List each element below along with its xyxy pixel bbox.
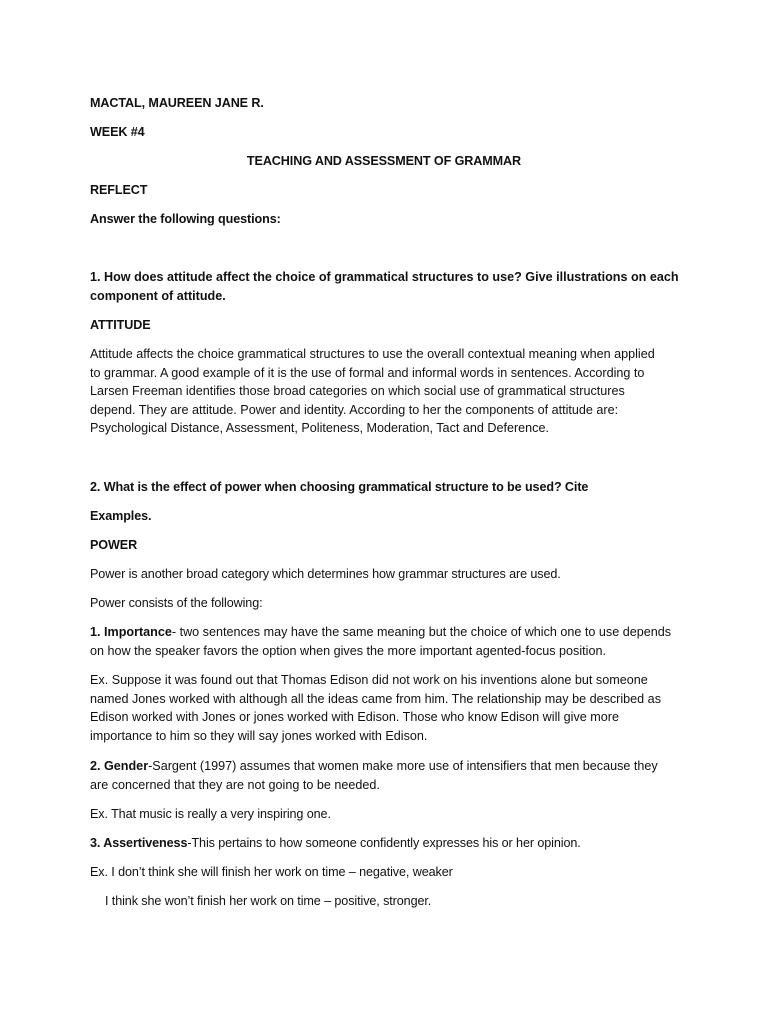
power-heading: POWER	[90, 538, 138, 552]
answer-line: depend. They are attitude. Power and identity. According to her the components of attitude are:	[90, 402, 619, 417]
answer-line: Attitude affects the choice grammatical structures to use the overall contextual meaning when applied	[90, 347, 655, 361]
question-1	[90, 268, 680, 305]
section-heading-reflect: REFLECT	[90, 183, 148, 197]
assertiveness-item	[90, 834, 581, 852]
gender-item	[90, 757, 680, 794]
power-consists: Power consists of the following:	[90, 596, 263, 610]
question-1-line: component of attitude.	[90, 288, 226, 303]
importance-text: - two sentences may have the same meaning but the choice of which one to use depends	[171, 625, 672, 639]
importance-text: on how the speaker favors the option when gives the more important agented-focus position.	[90, 643, 606, 658]
example-line: importance to him so they will say jones worked with Edison.	[90, 728, 428, 743]
author-name: MACTAL, MAUREEN JANE R.	[90, 96, 264, 110]
question-2-continued: Examples.	[90, 509, 152, 523]
answer-line: to grammar. A good example of it is the use of formal and informal words in sentences. According to	[90, 365, 645, 380]
assertiveness-text: -This pertains to how someone confidently expresses his or her opinion.	[187, 836, 581, 850]
instruction-text: Answer the following questions:	[90, 212, 281, 226]
attitude-answer	[90, 345, 680, 438]
assertiveness-example-negative: Ex. I don’t think she will finish her work on time – negative, weaker	[90, 865, 453, 879]
gender-text: are concerned that they are not going to be needed.	[90, 777, 380, 792]
gender-example: Ex. That music is really a very inspiring one.	[90, 807, 331, 821]
attitude-heading: ATTITUDE	[90, 318, 151, 332]
example-line: named Jones worked with although all the ideas came from him. The relationship may be described as	[90, 691, 661, 706]
example-line: Edison worked with Jones or jones worked with Edison. Those who know Edison will give more	[90, 710, 619, 725]
example-line: Ex. Suppose it was found out that Thomas Edison did not work on his inventions alone but someone	[90, 673, 648, 687]
assertiveness-label: 3. Assertiveness	[90, 836, 188, 850]
answer-line: Larsen Freeman identifies those broad categories on which social use of grammatical structures	[90, 384, 625, 399]
power-intro: Power is another broad category which determines how grammar structures are used.	[90, 567, 561, 581]
gender-label: 2. Gender	[90, 759, 149, 773]
week-label: WEEK #4	[90, 125, 145, 139]
gender-text: -Sargent (1997) assumes that women make more use of intensifiers that men because they	[148, 759, 658, 773]
importance-item	[90, 623, 680, 660]
question-1-line: 1. How does attitude affect the choice of grammatical structures to use? Give illustrations on each	[90, 270, 679, 284]
importance-label: 1. Importance	[90, 625, 172, 639]
answer-line: Psychological Distance, Assessment, Politeness, Moderation, Tact and Deference.	[90, 421, 549, 436]
question-2: 2. What is the effect of power when choosing grammatical structure to be used? Cite	[90, 480, 589, 494]
document-title: TEACHING AND ASSESSMENT OF GRAMMAR	[246, 154, 522, 168]
importance-example	[90, 671, 680, 745]
assertiveness-example-positive: I think she won’t finish her work on time – positive, stronger.	[105, 894, 432, 908]
